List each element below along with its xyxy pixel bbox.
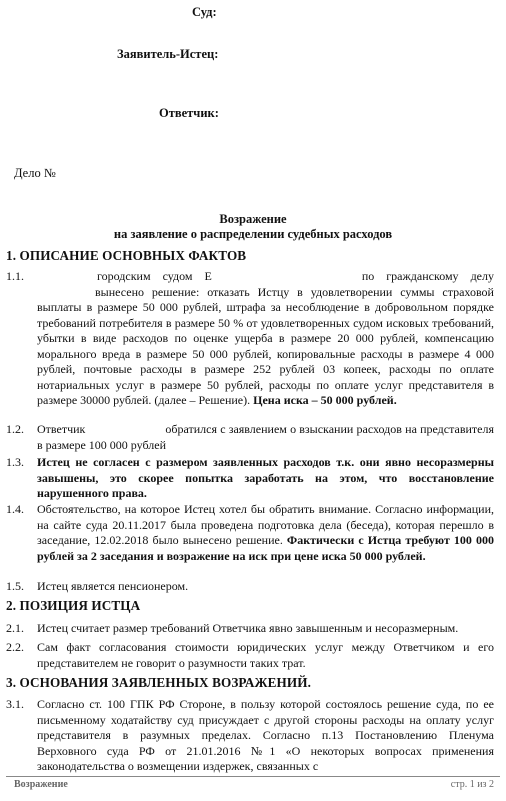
item-text-part: обратился с заявлением о взыскании расходов на представителя в размере 100 000 рублей — [37, 422, 494, 452]
list-item — [6, 579, 494, 595]
document-title: Возражение — [219, 212, 287, 226]
list-item — [6, 502, 494, 564]
section-heading-position: 2. ПОЗИЦИЯ ИСТЦА — [6, 598, 141, 613]
item-number: 1.3. — [6, 455, 24, 469]
item-text: Истец считает размер требований Ответчика явно завышенным и несоразмерным. — [37, 621, 459, 635]
item-text — [37, 455, 494, 502]
item-number: 2.1. — [6, 621, 24, 635]
item-text-bold: Цена иска – 50 000 рублей. — [253, 393, 397, 407]
list-item — [6, 697, 494, 775]
list-item — [6, 269, 494, 409]
section-heading-facts: 1. ОПИСАНИЕ ОСНОВНЫХ ФАКТОВ — [6, 248, 247, 263]
plaintiff-label: Заявитель-Истец: — [117, 47, 219, 61]
item-number: 1.5. — [6, 579, 24, 593]
item-text-part: по гражданскому делу — [361, 269, 494, 283]
item-text — [37, 422, 494, 453]
list-item — [6, 640, 494, 671]
item-text-part: Ответчик — [37, 422, 86, 436]
item-number: 1.2. — [6, 422, 24, 436]
list-item — [6, 621, 494, 637]
item-text: Истец является пенсионером. — [37, 579, 189, 593]
court-label: Суд: — [192, 5, 217, 19]
item-text-bold: Фактически с Истца требуют 100 000 рублей за 2 заседания и возражение на иск при цене иска 50 000 рублей. — [37, 533, 494, 563]
item-number: 1.4. — [6, 502, 24, 516]
item-number: 2.2. — [6, 640, 24, 654]
item-text-part: вынесено решение: — [95, 284, 200, 299]
list-item — [6, 422, 494, 453]
item-text-bold: Истец не согласен с размером заявленных расходов т.к. они явно несоразмерны завышены, это скорее попытка заработать на этом, что восстановление нарушенного права. — [37, 455, 494, 500]
footer-document-name: Возражение — [14, 779, 68, 790]
document-subtitle: на заявление о распределении судебных расходов — [113, 227, 393, 241]
item-text — [37, 269, 494, 409]
item-text-part: Обстоятельство, на которое Истец хотел бы обратить внимание. Согласно информации, на сайте суда 20.11.2017 была проведена подготовка дела (беседа), которая перешло в заседание, 12.02.2018 было вынесено решение. — [37, 502, 494, 547]
footer-divider — [6, 776, 500, 777]
list-item — [6, 455, 494, 502]
item-text: Сам факт согласования стоимости юридических услуг между Ответчиком и его представителем не говорит о разумности таких трат. — [37, 640, 494, 670]
item-text-part: отказать Истцу в удовлетворении суммы страховой выплаты в размере 50 000 рублей, штрафа за несоблюдение в добровольном порядке требований потребителя в размере 50 % от удовлетворенных судом исковых требований, убытки в виде расходов по оценке ущерба в размере 20 000 рублей, компенсацию морального вреда в размере 50 000 рублей, копировальные расходы в размере 4 000 рублей, почтовые расходы в размере 252 рублей 03 копеек, расходы по оплате нотариальных услуг в размере 50 рублей, расходы по оплате услуг представителя в размере 30000 рублей. (далее – Решение). — [37, 284, 494, 407]
item-text: Согласно ст. 100 ГПК РФ Стороне, в пользу которой состоялось решение суда, по ее письменному ходатайству суд присуждает с другой стороны расходы на оплату услуг представителя в разумных пределах. Согласно п.13 Постановлению Пленума Верховного суда РФ от 21.01.2016 №1 «О некоторых вопросах применения законодательства о возмещении издержек, связанных с — [37, 697, 494, 773]
section-heading-grounds: 3. ОСНОВАНИЯ ЗАЯВЛЕННЫХ ВОЗРАЖЕНИЙ. — [6, 675, 311, 690]
item-text — [37, 502, 494, 564]
case-number-label: Дело № — [14, 166, 56, 180]
item-text-part: городским судом Е — [97, 269, 212, 283]
defendant-label: Ответчик: — [159, 106, 219, 120]
page-counter: стр. 1 из 2 — [450, 779, 494, 790]
item-number: 3.1. — [6, 697, 24, 711]
item-number: 1.1. — [6, 269, 24, 283]
